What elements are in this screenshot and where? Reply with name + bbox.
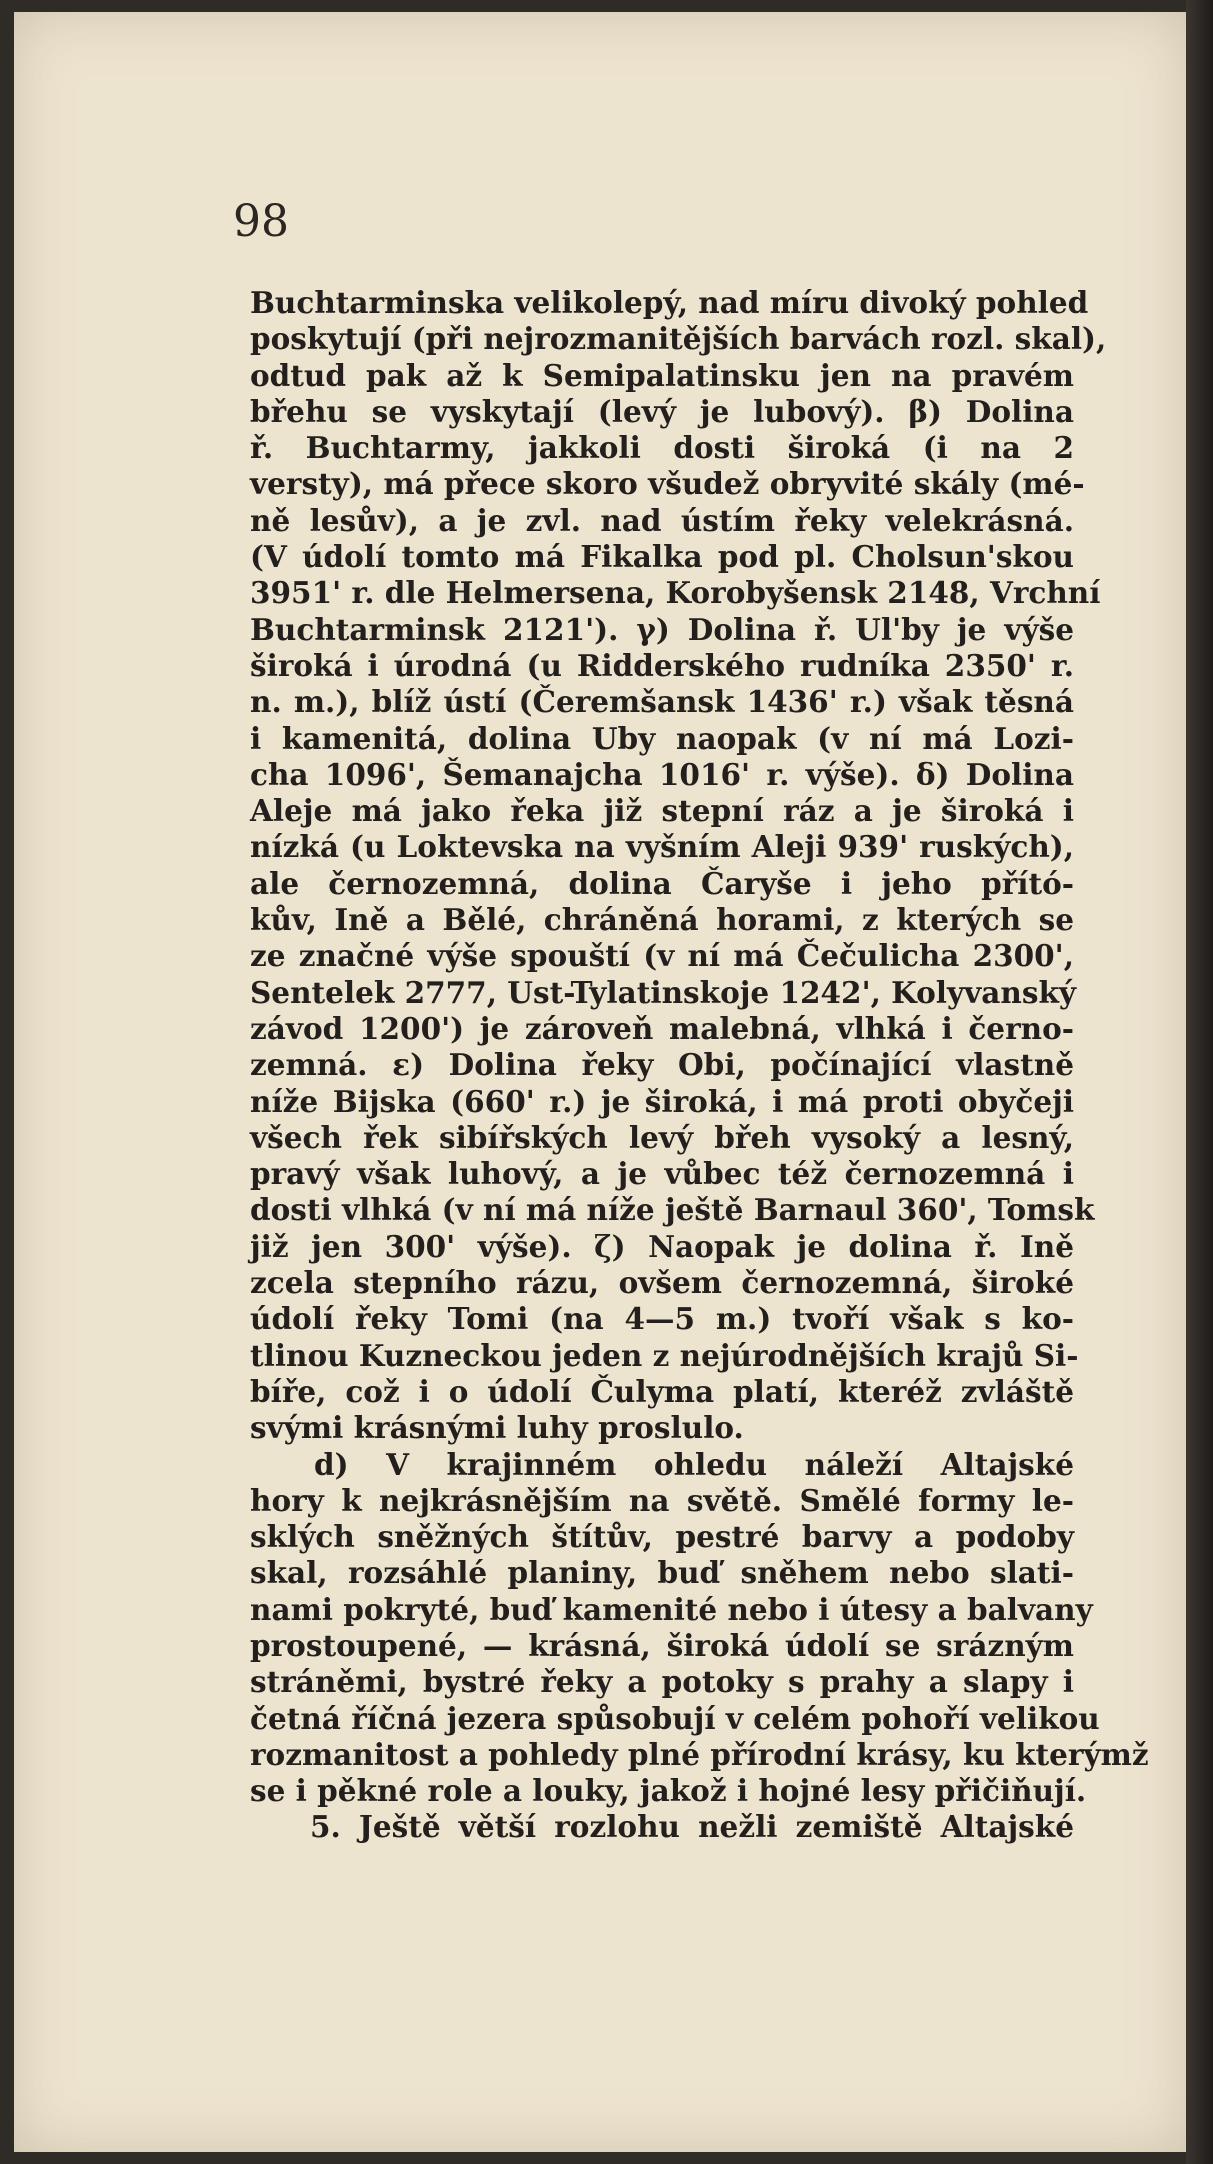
text-line: nami pokryté, buď kamenité nebo i útesy a balvany bbox=[250, 1591, 1093, 1627]
text-line: pravý však luhový, a je vůbec též černozemná i bbox=[250, 1156, 1074, 1192]
text-line: již jen 300' výše). ζ) Naopak je dolina ř. Ině bbox=[250, 1228, 1074, 1264]
text-line: Aleje má jako řeka již stepní ráz a je široká i bbox=[250, 793, 1074, 829]
text-line: zcela stepního rázu, ovšem černozemná, široké bbox=[250, 1265, 1074, 1301]
paragraph-start-line: 5. Ještě větší rozlohu nežli zemiště Altajské bbox=[310, 1809, 1074, 1845]
page-edge-shadow bbox=[1186, 0, 1213, 2164]
text-line: i kamenitá, dolina Uby naopak (v ní má Lozi- bbox=[250, 720, 1074, 756]
text-line: ale černozemná, dolina Čaryše i jeho přító- bbox=[250, 865, 1074, 901]
text-line: Buchtarminska velikolepý, nad míru divoký pohled bbox=[250, 285, 1089, 320]
text-line: versty), má přece skoro všudež obryvité skály (mé- bbox=[250, 466, 1085, 502]
text-line: četná říčná jezera spůsobují v celém pohoří velikou bbox=[250, 1700, 1100, 1736]
text-line: cha 1096', Šemanajcha 1016' r. výše). δ) Dolina bbox=[250, 756, 1074, 792]
text-line: hory k nejkrásnějším na světě. Smělé formy le- bbox=[250, 1482, 1074, 1518]
text-line: 3951' r. dle Helmersena, Korobyšensk 2148, Vrchní bbox=[250, 575, 1101, 611]
text-line: údolí řeky Tomi (na 4—5 m.) tvoří však s ko- bbox=[250, 1301, 1074, 1337]
text-line: zemná. ε) Dolina řeky Obi, počínající vlastně bbox=[250, 1047, 1074, 1083]
paragraph-end-line: svými krásnými luhy proslulo. bbox=[250, 1410, 744, 1446]
text-line: všech řek sibířských levý břeh vysoký a lesný, bbox=[250, 1119, 1074, 1155]
text-line: Sentelek 2777, Ust-Tylatinskoje 1242', Kolyvanský bbox=[250, 974, 1077, 1010]
text-line: níže Bijska (660' r.) je široká, i má proti obyčeji bbox=[250, 1083, 1074, 1119]
text-line: ze značné výše spouští (v ní má Čečulicha 2300', bbox=[250, 938, 1074, 974]
text-line: dosti vlhká (v ní má níže ještě Barnaul 360', Tomsk bbox=[250, 1192, 1095, 1228]
page-number: 98 bbox=[233, 196, 289, 247]
text-line: tlinou Kuzneckou jeden z nejúrodnějších krajů Si- bbox=[250, 1337, 1079, 1373]
text-line: n. m.), blíž ústí (Čeremšansk 1436' r.) však těsná bbox=[250, 684, 1074, 720]
text-line: odtud pak až k Semipalatinsku jen na pravém bbox=[250, 357, 1074, 393]
text-line: rozmanitost a pohledy plné přírodní krásy, ku kterýmž bbox=[250, 1736, 1149, 1772]
text-line: prostoupené, — krásná, široká údolí se srázným bbox=[250, 1627, 1074, 1663]
text-line: široká i úrodná (u Ridderského rudníka 2350' r. bbox=[250, 647, 1074, 683]
text-line: závod 1200') je zároveň malebná, vlhká i černo- bbox=[250, 1010, 1074, 1046]
text-line: břehu se vyskytají (levý je lubový). β) Dolina bbox=[250, 393, 1074, 429]
text-line: ně lesův), a je zvl. nad ústím řeky velekrásná. bbox=[250, 502, 1074, 538]
text-line: poskytují (při nejrozmanitějších barvách rozl. skal), bbox=[250, 321, 1107, 357]
text-line: sklých sněžných štítův, pestré barvy a podoby bbox=[250, 1519, 1074, 1555]
text-line: ř. Buchtarmy, jakkoli dosti široká (i na 2 bbox=[250, 430, 1074, 466]
text-line: stráněmi, bystré řeky a potoky s prahy a slapy i bbox=[250, 1664, 1074, 1700]
text-line: se i pěkné role a louky, jakož i hojné lesy přičiňují. bbox=[250, 1773, 1087, 1809]
paragraph-start-line: d) V krajinném ohledu náleží Altajské bbox=[314, 1446, 1074, 1482]
text-line: (V údolí tomto má Fikalka pod pl. Cholsun'skou bbox=[250, 539, 1074, 575]
text-line: bíře, což i o údolí Čulyma platí, kteréž zvláště bbox=[250, 1373, 1074, 1409]
text-line: kův, Ině a Bělé, chráněná horami, z kterých se bbox=[250, 902, 1074, 938]
text-line: nízká (u Loktevska na vyšním Aleji 939' ruských), bbox=[250, 829, 1074, 865]
text-line: Buchtarminsk 2121'). γ) Dolina ř. Ul'by je výše bbox=[250, 611, 1074, 647]
text-line: skal, rozsáhlé planiny, buď sněhem nebo slati- bbox=[250, 1555, 1074, 1591]
page-body-text bbox=[250, 285, 1149, 1846]
